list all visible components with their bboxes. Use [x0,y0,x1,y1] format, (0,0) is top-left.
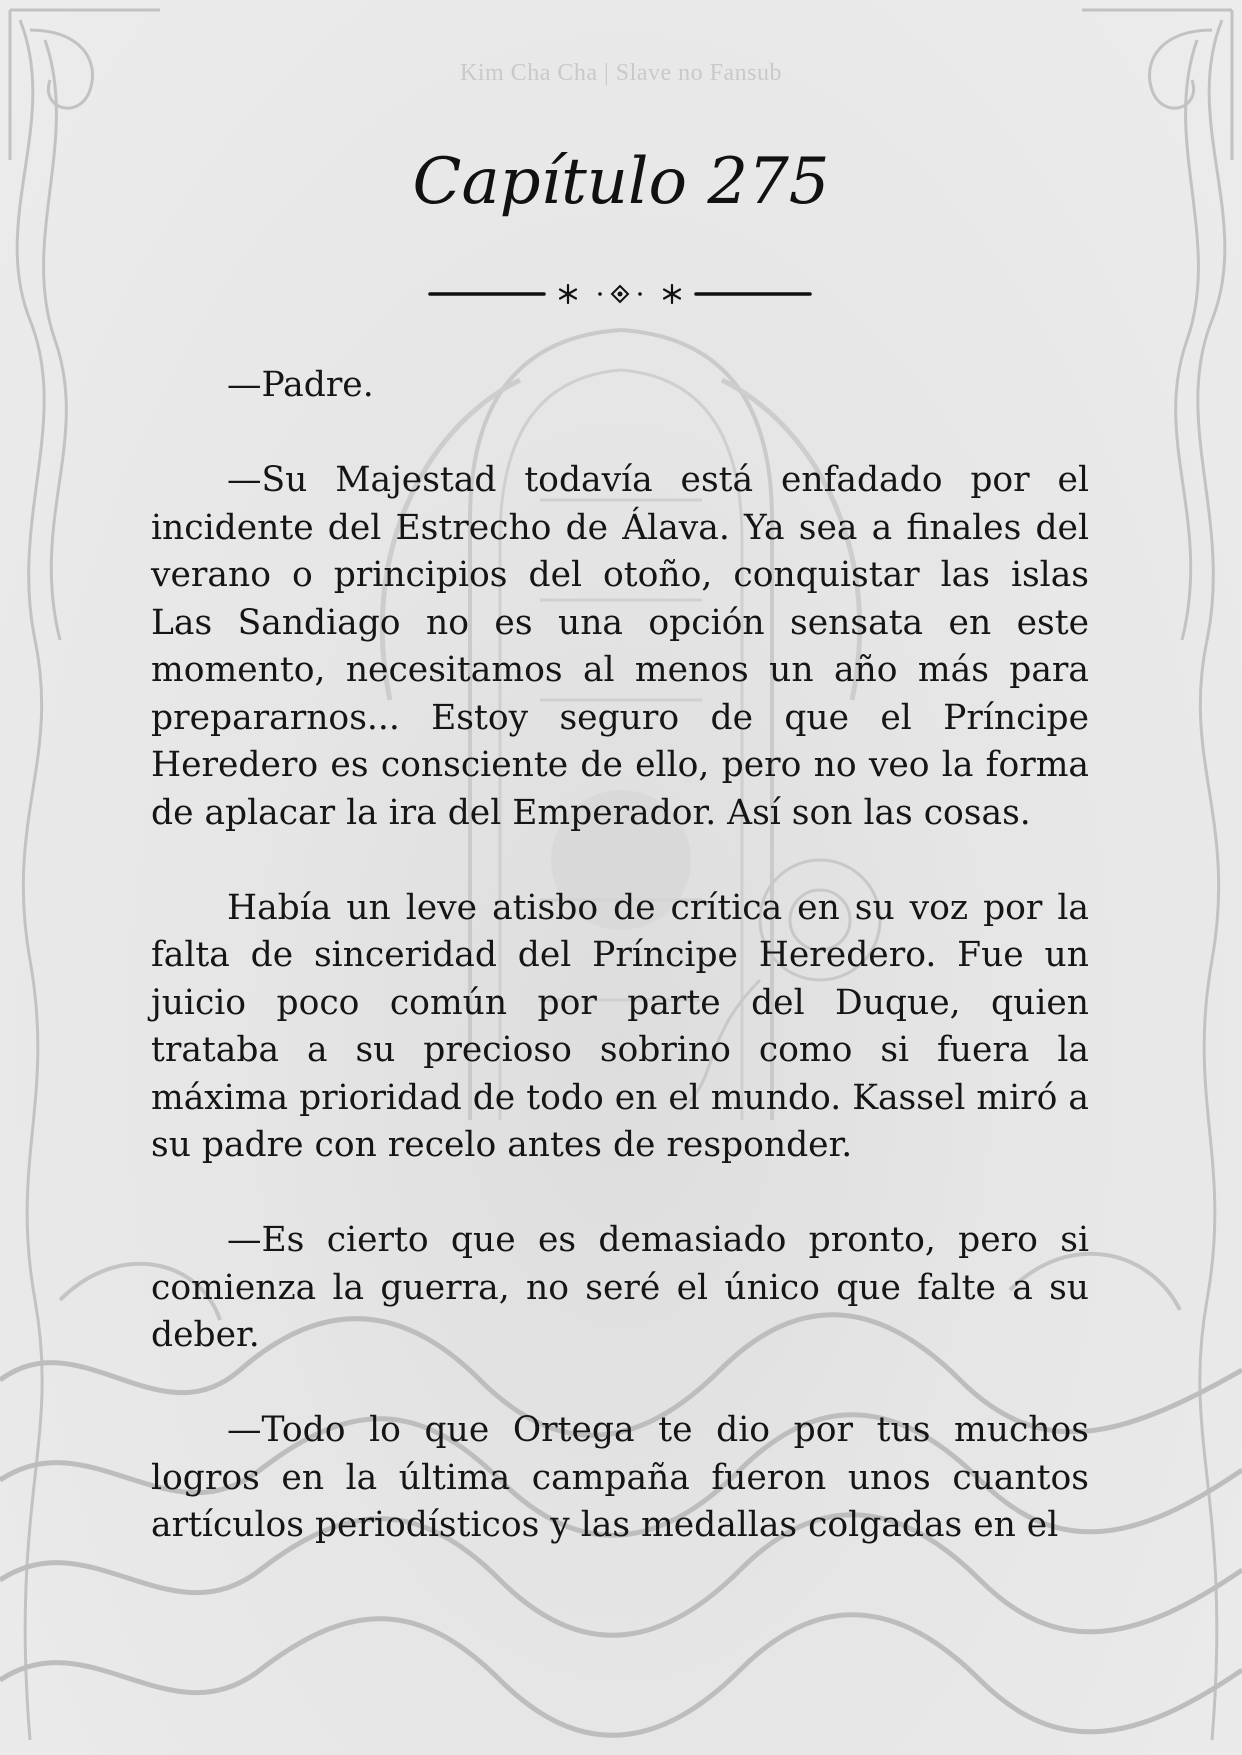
watermark-credit: Kim Cha Cha | Slave no Fansub [460,60,782,86]
chapter-title: Capítulo 275 [412,145,830,219]
paragraph: —Es cierto que es demasiado pronto, pero si comienza la guerra, no seré el único que falte a su deber. [151,1220,1089,1355]
asterisk-diamond-divider-icon [428,272,812,312]
paragraph: —Su Majestad todavía está enfadado por el incidente del Estrecho de Álava. Ya sea a finales del verano o principios del otoño, conquistar las islas Las Sandiago no es una opción sensata en este momento, necesitamos al menos un año más para prepararnos... Estoy seguro de que el Príncipe Heredero es consciente de ello, pero no veo la forma de aplacar la ira del Emperador. Así son las cosas. [151,460,1089,833]
paragraph: —Padre. [227,365,374,405]
paragraph: Había un leve atisbo de crítica en su voz por la falta de sinceridad del Príncipe Heredero. Fue un juicio poco común por parte del Duque, quien trataba a su precioso sobrino como si fuera la máxima prioridad de todo en el mundo. Kassel miró a su padre con recelo antes de responder. [151,887,1089,1165]
paragraph: —Todo lo que Ortega te dio por tus muchos logros en la última campaña fueron unos cuantos artículos periodísticos y las medallas colgadas en el [151,1410,1089,1545]
chapter-body [151,362,1089,1597]
